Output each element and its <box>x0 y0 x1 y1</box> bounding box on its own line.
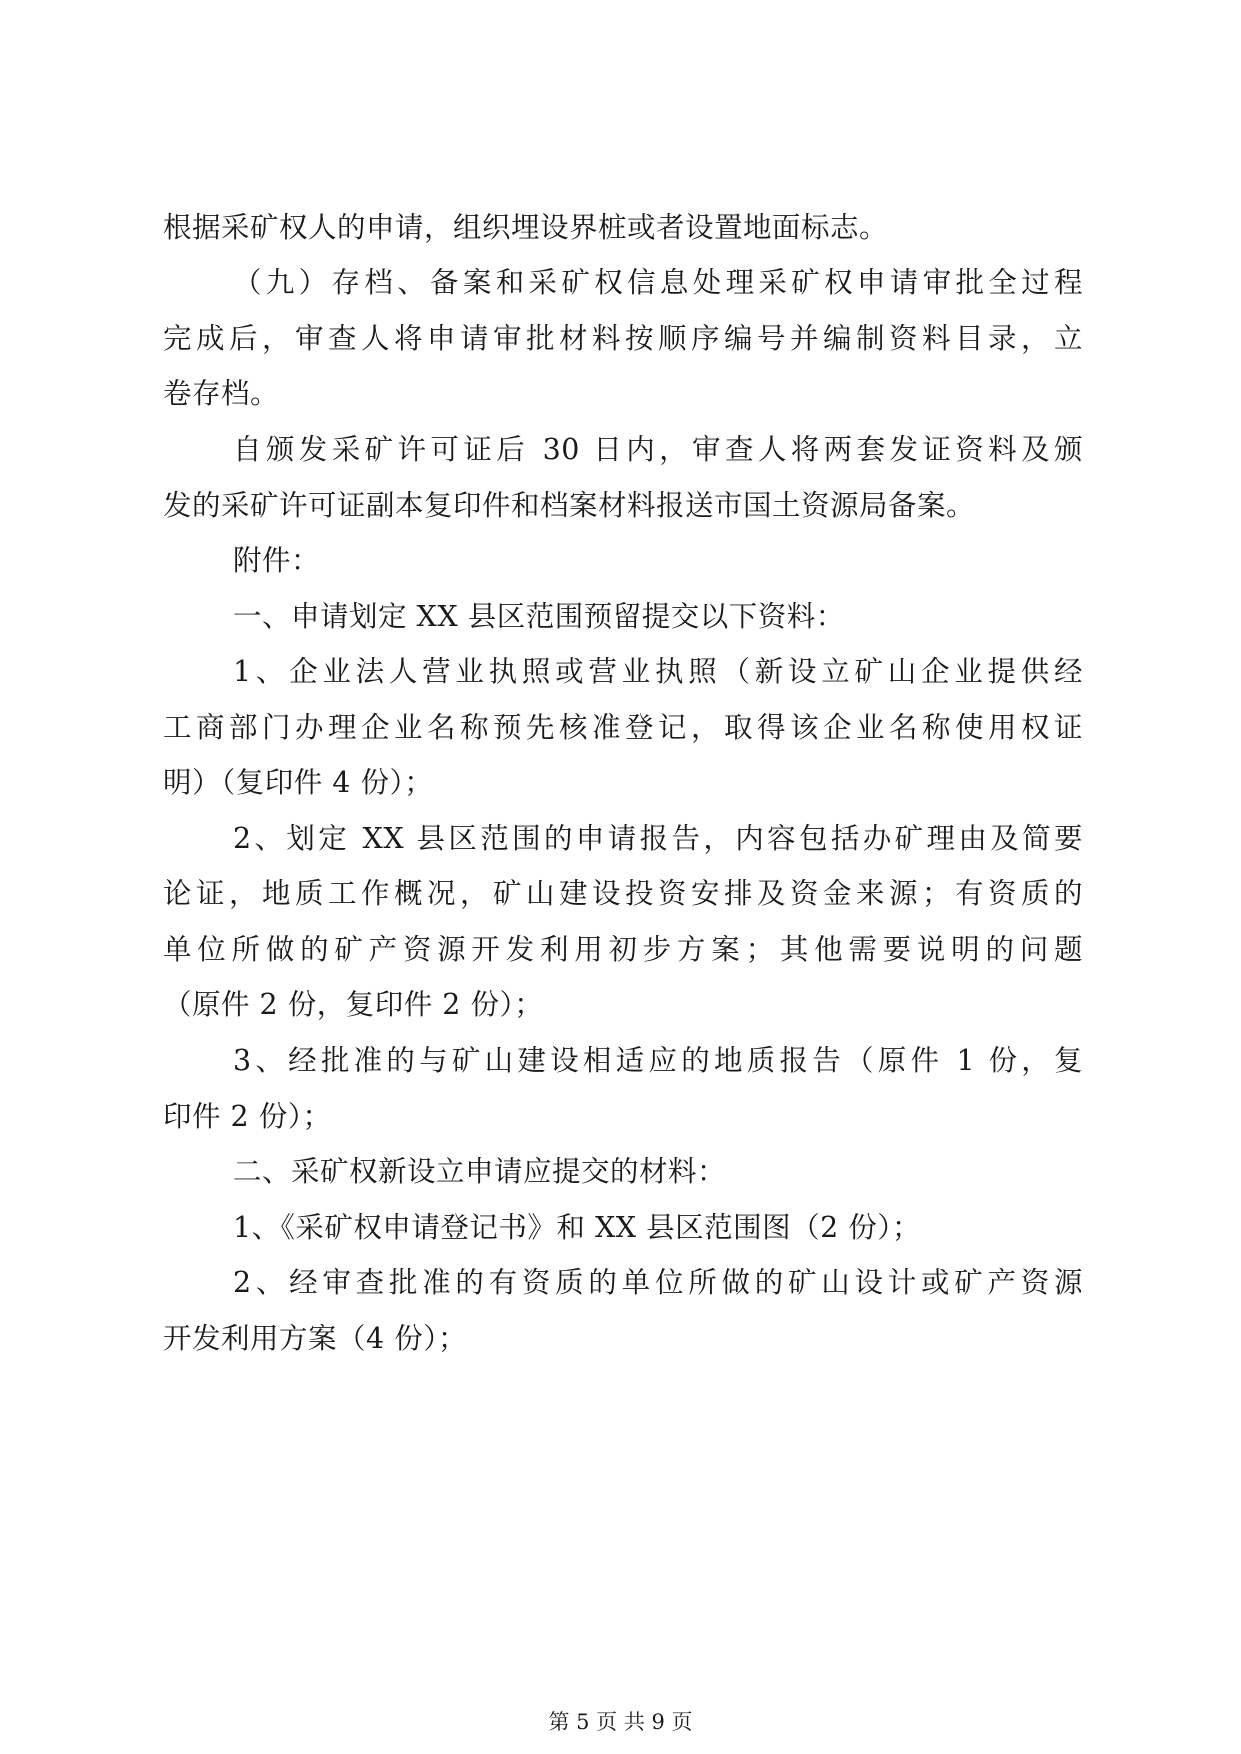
list-item-line: 2、经审查批准的有资质的单位所做的矿山设计或矿产资源 <box>233 1266 1083 1299</box>
list-item-line: 开发利用方案（4 份）； <box>163 1322 467 1355</box>
list-item-line: 3、经批准的与矿山建设相适应的地质报告（原件 1 份，复 <box>233 1044 1083 1077</box>
paragraph-line: 根据采矿权人的申请，组织埋设界桩或者设置地面标志。 <box>163 211 889 244</box>
paragraph-line: 自颁发采矿许可证后 30 日内，审查人将两套发证资料及颁 <box>233 433 1083 466</box>
list-item-line: 论证，地质工作概况，矿山建设投资安排及资金来源；有资质的 <box>163 877 1083 910</box>
list-item-line: 1、《采矿权申请登记书》和 XX 县区范围图（2 份）； <box>233 1211 922 1244</box>
list-item-line: （原件 2 份，复印件 2 份）； <box>163 988 544 1021</box>
list-item-line: 明）（复印件 4 份）； <box>163 766 434 799</box>
list-item-line: 印件 2 份）； <box>163 1100 332 1133</box>
paragraph-line: 发的采矿许可证副本复印件和档案材料报送市国土资源局备案。 <box>163 489 976 522</box>
attachment-heading: 附件： <box>233 544 321 577</box>
section-heading: 一、申请划定 XX 县区范围预留提交以下资料： <box>233 600 845 633</box>
page-footer: 第 5 页 共 9 页 <box>548 1710 693 1734</box>
list-item-line: 单位所做的矿产资源开发利用初步方案；其他需要说明的问题 <box>163 933 1083 966</box>
paragraph-line: （九）存档、备案和采矿权信息处理采矿权申请审批全过程 <box>233 266 1083 299</box>
list-item-line: 1、企业法人营业执照或营业执照（新设立矿山企业提供经 <box>233 655 1083 688</box>
paragraph-line: 卷存档。 <box>163 377 280 410</box>
paragraph-line: 完成后，审查人将申请审批材料按顺序编号并编制资料目录，立 <box>163 322 1083 355</box>
section-heading: 二、采矿权新设立申请应提交的材料： <box>233 1155 727 1188</box>
list-item-line: 工商部门办理企业名称预先核准登记，取得该企业名称使用权证 <box>163 711 1083 744</box>
list-item-line: 2、划定 XX 县区范围的申请报告，内容包括办矿理由及简要 <box>233 822 1083 855</box>
